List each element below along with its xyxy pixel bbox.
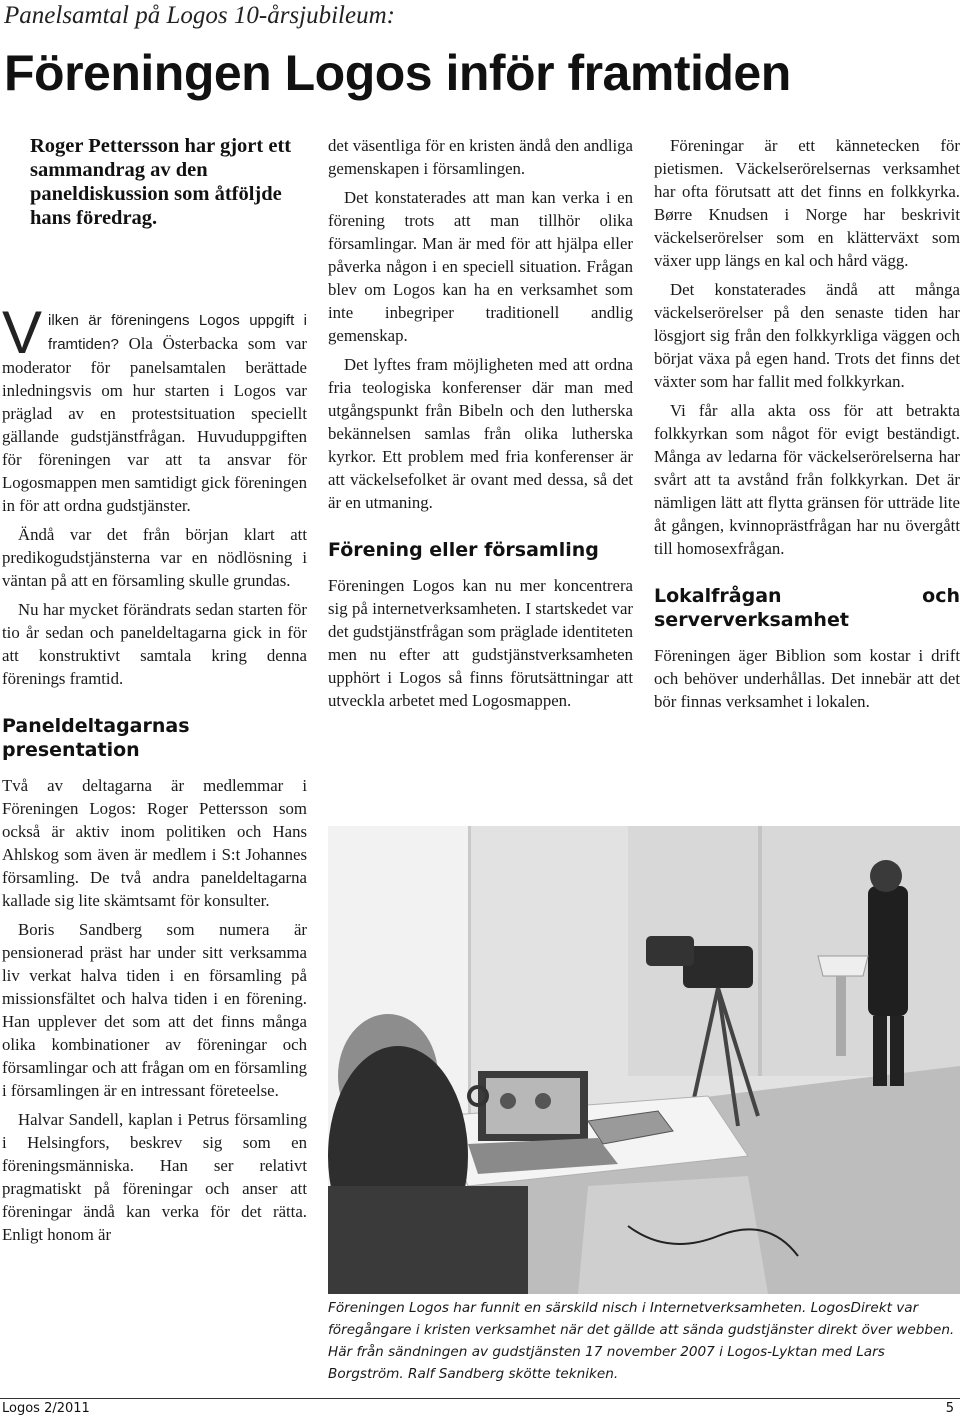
footer-rule	[0, 1398, 960, 1399]
subheading-lokalfragan: Lokalfrågan och serververksamhet	[654, 585, 960, 631]
subheading-forening-eller-forsamling: Förening eller församling	[328, 539, 599, 561]
body-paragraph: Ändå var det från början klart att predikogudstjänsterna var en nödlösning i väntan på att en församling skulle grundas.	[2, 525, 307, 590]
lead-paragraph: Roger Pettersson har gjort ett sammandrag av den paneldiskussion som åtföljde hans föredrag.	[30, 135, 292, 229]
drop-cap: V	[2, 299, 43, 366]
column-1	[2, 299, 307, 1252]
column-3	[654, 134, 960, 719]
intro-question: ilken är föreningens Logos uppgift i framtiden?	[48, 312, 307, 353]
intro-text: Ola Österbacka som var moderator för panelsamtalen berättade inledningsvis om hur starten i Logos var präglad av en protestsituation speciellt gällande gudstjänstfrågan. Huvuduppgiften för föreningen var att ta ansvar för Logosmappen men samtidigt gick föreningen in för att ordna gudstjänster.	[2, 334, 307, 515]
body-paragraph: Det lyftes fram möjligheten med att ordna fria teologiska konferenser där man med utgångspunkt från Bibeln och den lutherska bekännelsen samlas från olika lutherska kyrkor. Ett problem med fria konferenser är att väckelsefolket är ovant med dessa, så det är en utmaning.	[328, 355, 633, 512]
body-paragraph: Det konstaterades att man kan verka i en förening trots att man tillhör olika församlingar. Man är med för att hjälpa eller påverka någon i en speciell situation. Frågan blev om Logos kan ha en verksamhet som inte inbegriper traditionell andlig gemenskap.	[328, 188, 633, 345]
body-paragraph: Vi får alla akta oss för att betrakta folkkyrkan som något för evigt beständigt. Många av ledarna för väckelserörelserna har svårt att ta avstånd från folkkyrkan. Det är nämligen lätt att flytta gränsen för utträde lite åt gången, kvinnoprästfrågan har nu övergått till homosexfrågan.	[654, 401, 960, 558]
photo-caption: Föreningen Logos har funnit en särskild nisch i Internetverksamheten. LogosDirekt var föregångare i kristen verksamhet när det gällde att sända gudstjänster direkt över webben. Här från sändningen av gudstjänsten 17 november 2007 i Logos-Lyktan med Lars Borgström. Ralf Sandberg skötte tekniken.	[328, 1300, 955, 1382]
page-number: 5	[945, 1401, 954, 1416]
broadcast-photo	[328, 826, 960, 1294]
issue-label: Logos 2/2011	[2, 1401, 90, 1416]
body-paragraph: Nu har mycket förändrats sedan starten för tio år sedan och paneldeltagarna gick in för att konstruktivt samtala kring denna förenings framtid.	[2, 600, 307, 688]
body-paragraph: Föreningen äger Biblion som kostar i drift och behöver underhållas. Det innebär att det bör finnas verksamhet i lokalen.	[654, 646, 960, 711]
body-paragraph: Det konstaterades ändå att många väckelserörelser på den senaste tiden har lösgjort sig från den folkkyrkliga väggen och börjat växa på egen hand. Trots det finns det växter som har fallit med folkkyrkan.	[654, 280, 960, 391]
article-kicker: Panelsamtal på Logos 10-årsjubileum:	[4, 2, 395, 29]
body-paragraph: Boris Sandberg som numera är pensionerad präst har under sitt verksamma liv verkat halva tiden i en församling på missionsfältet och halva tiden i en förening. Han upplever det som att det finns många olika kombinationer av föreningar och församlingar och att frågan om en församling i församlingen är en intressant företeelse.	[2, 920, 307, 1100]
body-paragraph: Föreningar är ett kännetecken för pietismen. Väckelserörelsernas verksamhet har ofta förutsatt att det finns en folkkyrka. Børre Knudsen i Norge har beskrivit väckelserörelser som en klätterväxt som växer upp längs en kal och hård vägg.	[654, 136, 960, 270]
column-2	[328, 134, 633, 718]
intro-paragraph	[2, 299, 307, 517]
body-paragraph: det väsentliga för en kristen ändå den andliga gemenskapen i församlingen.	[328, 136, 633, 178]
body-paragraph: Föreningen Logos kan nu mer koncentrera sig på internetverksamheten. I startskedet var det gudstjänstfrågan som präglade identiteten men nu efter att gudstjänstverksamheten upphört i Logos så finns förutsättningar att utveckla arbetet med Logosmappen.	[328, 576, 633, 710]
broadcast-photo-illustration	[328, 826, 960, 1294]
article-headline: Föreningen Logos inför framtiden	[4, 45, 791, 101]
body-paragraph: Halvar Sandell, kaplan i Petrus församling i Helsingfors, beskrev sig som en föreningsmänniska. Han ser relativt pragmatiskt på föreningar och anser att föreningar ändå kan verka för det rätta. Enligt honom är	[2, 1110, 307, 1244]
subheading-panel-presentation: Paneldeltagarnas presentation	[2, 715, 190, 761]
body-paragraph: Två av deltagarna är medlemmar i Föreningen Logos: Roger Pettersson som också är aktiv inom politiken och Hans Ahlskog som även är medlem i S:t Johannes församling. De två andra paneldeltagarna kallade sig lite skämtsamt för konsulter.	[2, 776, 307, 910]
